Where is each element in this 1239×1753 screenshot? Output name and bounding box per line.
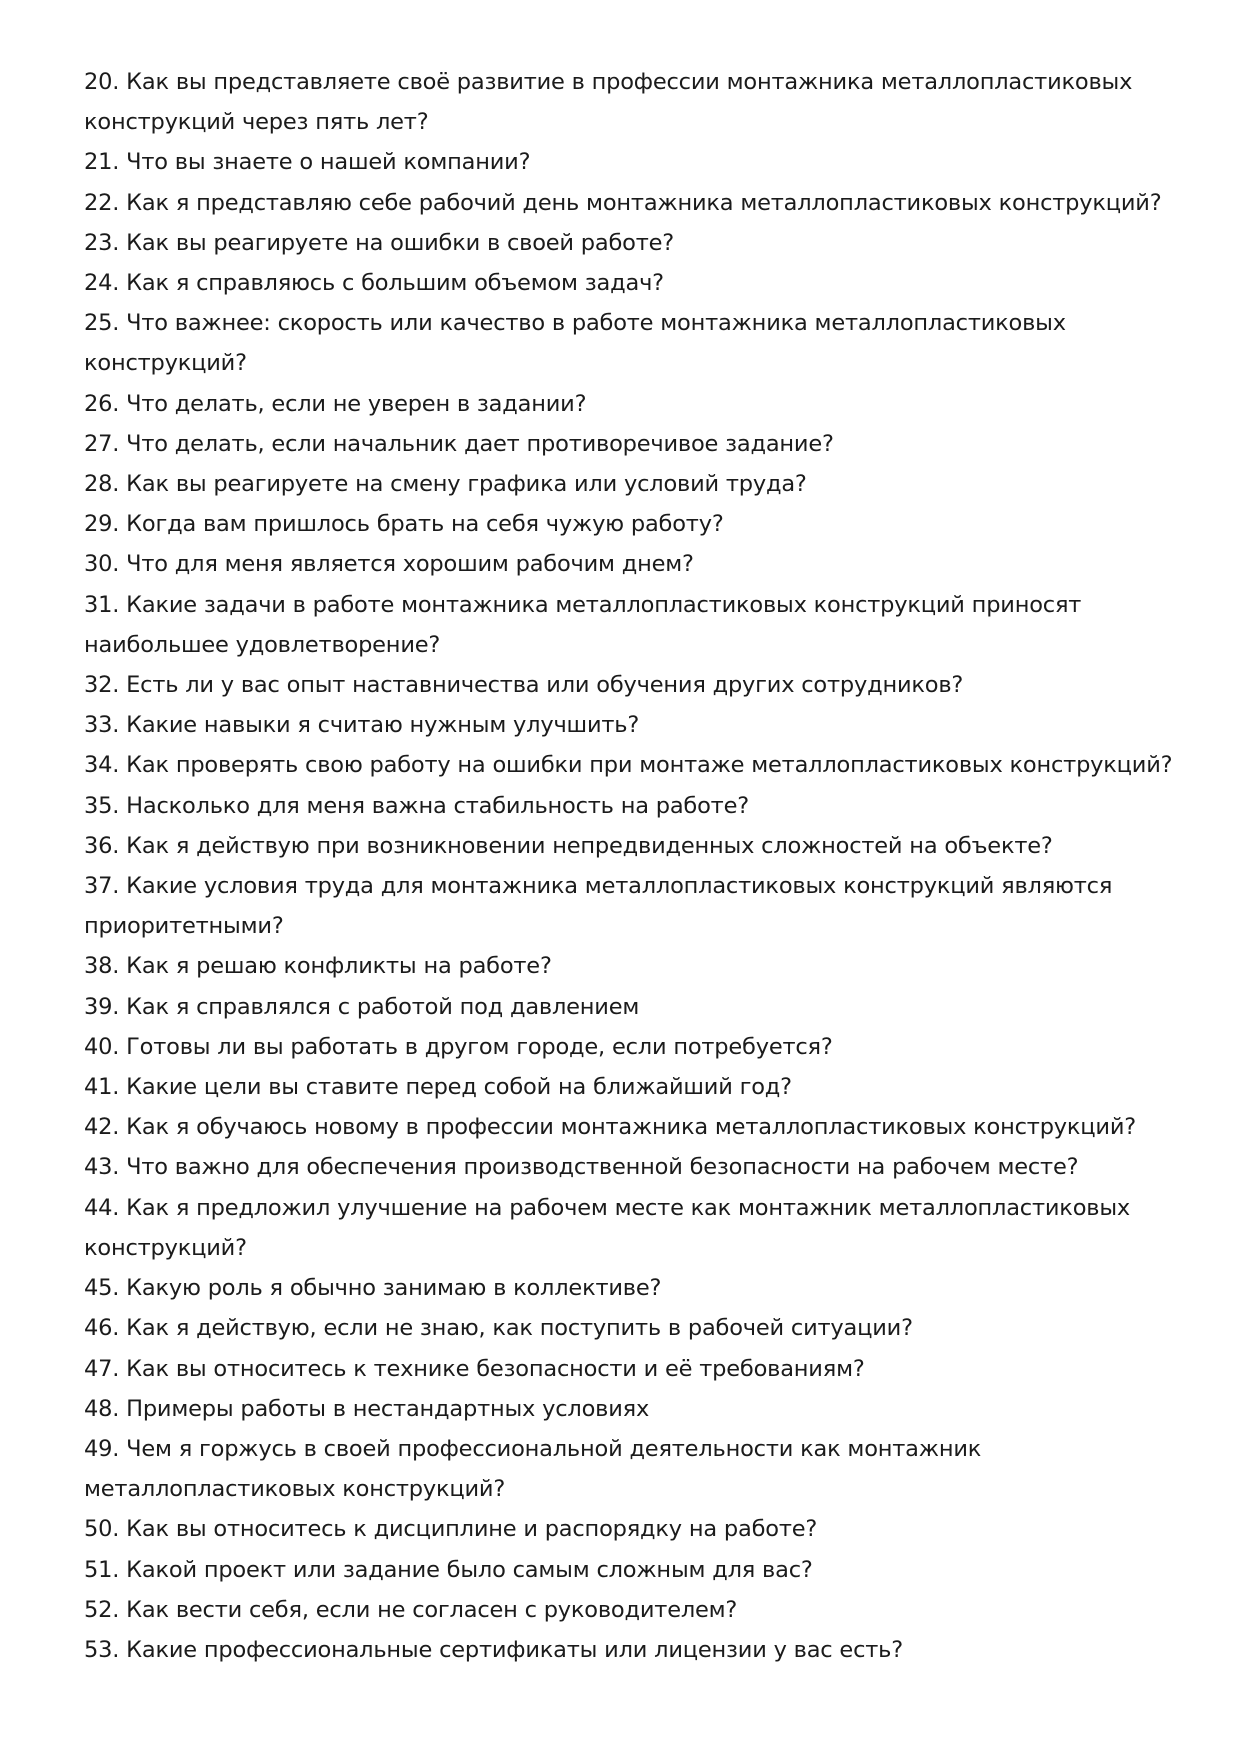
question-item: 20. Как вы представляете своё развитие в профессии монтажника металлопластиковых конструкций через пять лет?	[84, 69, 1133, 136]
question-item: 37. Какие условия труда для монтажника металлопластиковых конструкций являются приоритетными?	[84, 873, 1113, 940]
question-item: 31. Какие задачи в работе монтажника металлопластиковых конструкций приносят наибольшее удовлетворение?	[84, 591, 1082, 658]
question-item: 21. Что вы знаете о нашей компании?	[84, 149, 531, 176]
question-item: 36. Как я действую при возникновении непредвиденных сложностей на объекте?	[84, 832, 1053, 859]
question-item: 40. Готовы ли вы работать в другом городе, если потребуется?	[84, 1033, 833, 1060]
question-item: 22. Как я представляю себе рабочий день монтажника металлопластиковых конструкций?	[84, 189, 1162, 216]
question-item: 39. Как я справлялся с работой под давлением	[84, 993, 640, 1020]
question-item: 33. Какие навыки я считаю нужным улучшить?	[84, 712, 640, 739]
question-item: 35. Насколько для меня важна стабильность на работе?	[84, 792, 749, 819]
question-item: 52. Как вести себя, если не согласен с руководителем?	[84, 1596, 738, 1623]
question-item: 26. Что делать, если не уверен в задании?	[84, 390, 587, 417]
question-item: 41. Какие цели вы ставите перед собой на ближайший год?	[84, 1074, 792, 1101]
question-item: 38. Как я решаю конфликты на работе?	[84, 953, 552, 980]
question-item: 34. Как проверять свою работу на ошибки при монтаже металлопластиковых конструкций?	[84, 752, 1173, 779]
question-item: 32. Есть ли у вас опыт наставничества или обучения других сотрудников?	[84, 672, 964, 699]
question-item: 43. Что важно для обеспечения производственной безопасности на рабочем месте?	[84, 1154, 1079, 1181]
question-item: 51. Какой проект или задание было самым сложным для вас?	[84, 1556, 813, 1583]
question-item: 44. Как я предложил улучшение на рабочем месте как монтажник металлопластиковых конструкций?	[84, 1194, 1130, 1261]
question-item: 28. Как вы реагируете на смену графика или условий труда?	[84, 471, 807, 498]
question-item: 46. Как я действую, если не знаю, как поступить в рабочей ситуации?	[84, 1315, 913, 1342]
question-item: 42. Как я обучаюсь новому в профессии монтажника металлопластиковых конструкций?	[84, 1114, 1137, 1141]
question-item: 53. Какие профессиональные сертификаты или лицензии у вас есть?	[84, 1636, 903, 1663]
question-item: 50. Как вы относитесь к дисциплине и распорядку на работе?	[84, 1516, 818, 1543]
question-item: 30. Что для меня является хорошим рабочим днем?	[84, 551, 694, 578]
question-item: 49. Чем я горжусь в своей профессиональной деятельности как монтажник металлопластиковых конструкций?	[84, 1435, 982, 1503]
question-item: 23. Как вы реагируете на ошибки в своей работе?	[84, 229, 675, 256]
question-list	[84, 62, 1174, 1670]
question-item: 47. Как вы относитесь к технике безопасности и её требованиям?	[84, 1355, 865, 1382]
question-item: 24. Как я справляюсь с большим объемом задач?	[84, 270, 664, 297]
question-item: 25. Что важнее: скорость или качество в работе монтажника металлопластиковых конструкций?	[84, 310, 1066, 377]
question-item: 27. Что делать, если начальник дает противоречивое задание?	[84, 430, 834, 457]
question-item: 29. Когда вам пришлось брать на себя чужую работу?	[84, 511, 724, 538]
question-item: 45. Какую роль я обычно занимаю в коллективе?	[84, 1275, 662, 1302]
question-item: 48. Примеры работы в нестандартных условиях	[84, 1395, 650, 1422]
